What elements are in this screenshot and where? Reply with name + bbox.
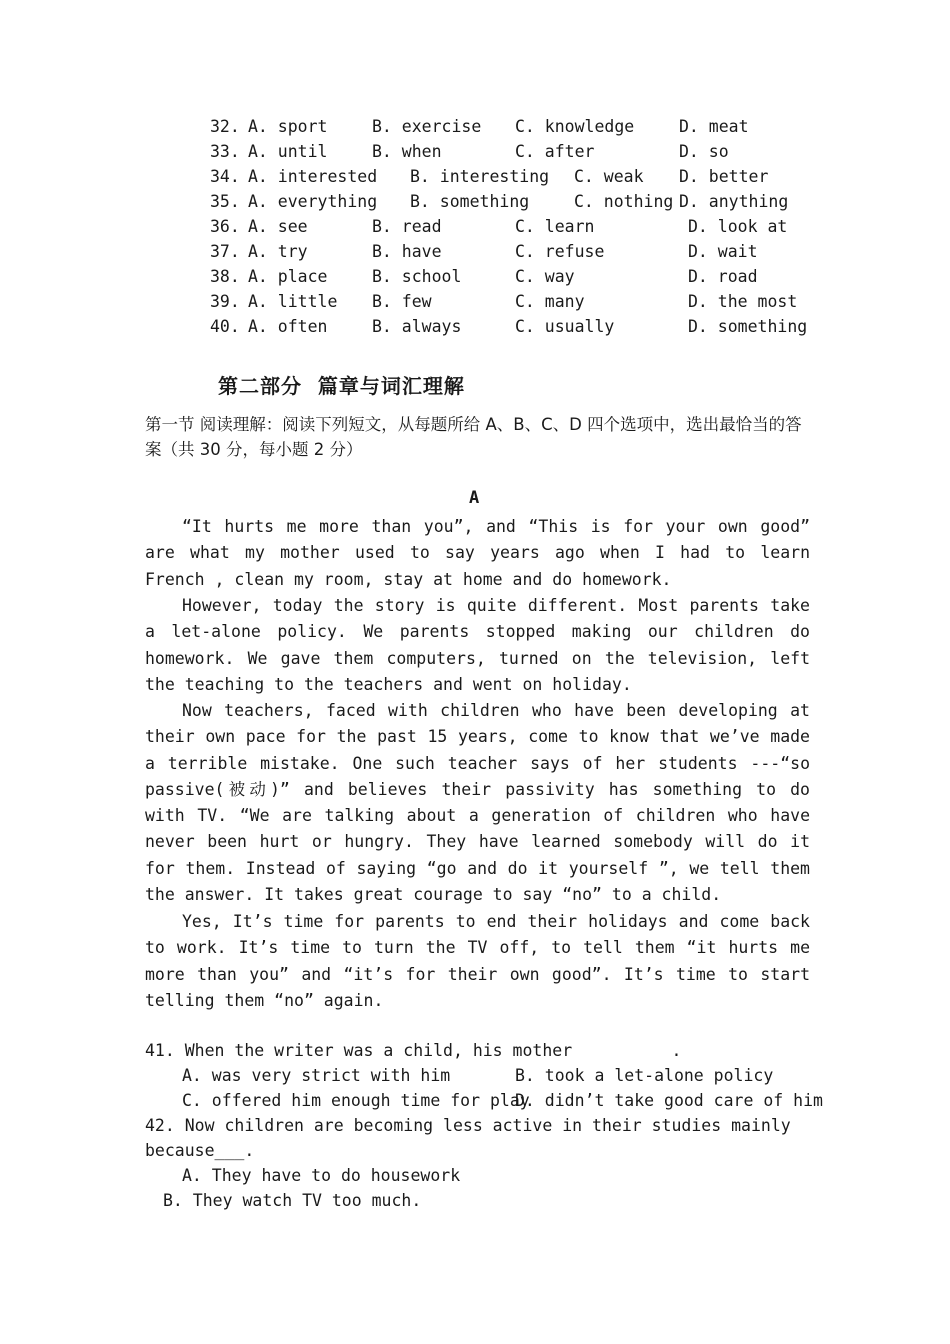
option-c: C. many [515,292,585,311]
option-d: D. better [679,167,769,186]
passage-paragraph-1: “It hurts me more than you”, and “This is for your own good” are what my mother used to say years ago when I had to learn French , clean my room, stay at home and do homework. [145,517,810,589]
option-d: D. road [688,267,758,286]
option-b: B. exercise [372,117,482,136]
option-a: A. try [248,242,308,261]
question-number: 35. [210,192,240,211]
question-number: 36. [210,217,240,236]
question-number: 33. [210,142,240,161]
option-a: A. see [248,217,308,236]
option-a: A. interested [248,167,378,186]
option-c: C. knowledge [515,117,635,136]
option-d: D. meat [679,117,749,136]
question-number: 34. [210,167,240,186]
option-d: D. anything [679,192,789,211]
question-stem-line-2: because___. [145,1141,255,1160]
section-title: 第二部分 篇章与词汇理解 [218,374,465,398]
option-c: C. after [515,142,595,161]
question-stem: 41. When the writer was a child, his mother . [145,1041,682,1060]
option-a: A. They have to do housework [182,1166,461,1185]
option-d: D. didn’t take good care of him [515,1091,823,1110]
option-a: A. little [248,292,338,311]
option-b: B. took a let-alone policy [515,1066,774,1085]
option-c: C. learn [515,217,595,236]
option-d: D. look at [688,217,788,236]
question-number: 38. [210,267,240,286]
passage-paragraph-3: Now teachers, faced with children who have been developing at their own pace for the past 15 years, come to know that we’ve made a terrible mistake. One such teacher says of her students ---“so passive(被动)” and believes their passivity has something to do with TV. “We are talking about a generation of children who have never been hurt or hungry. They have learned somebody will do it for them. Instead of saying “go and do it yourself ”, we tell them the answer. It takes great courage to say “no” to a child. [145,701,810,905]
option-b: B. school [372,267,462,286]
option-c: C. nothing [574,192,674,211]
option-d: D. something [688,317,808,336]
section-instruction: 第一节 阅读理解：阅读下列短文，从每题所给 A、B、C、D 四个选项中，选出最恰当的答案（共 30 分，每小题 2 分） [145,415,802,459]
question-number: 32. [210,117,240,136]
option-a: A. everything [248,192,378,211]
option-a: A. until [248,142,328,161]
option-b: B. have [372,242,442,261]
question-number: 40. [210,317,240,336]
passage-title: A [469,488,480,508]
option-b: B. something [410,192,530,211]
option-a: A. sport [248,117,328,136]
passage-paragraph-4: Yes, It’s time for parents to end their holidays and come back to work. It’s time to turn the TV off, to tell them “it hurts me more than you” and “it’s for their own good”. It’s time to start telling them “no” again. [145,912,810,1010]
option-c: C. offered him enough time for play [182,1091,530,1110]
question-stem-line-1: 42. Now children are becoming less active in their studies mainly [145,1116,791,1135]
option-b: B. always [372,317,462,336]
option-a: A. place [248,267,328,286]
option-c: C. weak [574,167,644,186]
option-b: B. interesting [410,167,550,186]
option-b: B. read [372,217,442,236]
option-b: B. when [372,142,442,161]
option-d: D. the most [688,292,798,311]
option-b: B. few [372,292,432,311]
option-c: C. refuse [515,242,605,261]
option-d: D. wait [688,242,758,261]
option-c: C. usually [515,317,615,336]
option-c: C. way [515,267,575,286]
option-a: A. often [248,317,328,336]
question-number: 37. [210,242,240,261]
passage-paragraph-2: However, today the story is quite different. Most parents take a let-alone policy. We parents stopped making our children do homework. We gave them computers, turned on the television, left the teaching to the teachers and went on holiday. [145,596,810,694]
question-number: 39. [210,292,240,311]
option-d: D. so [679,142,729,161]
option-a: A. was very strict with him [182,1066,451,1085]
option-b: B. They watch TV too much. [163,1191,422,1210]
